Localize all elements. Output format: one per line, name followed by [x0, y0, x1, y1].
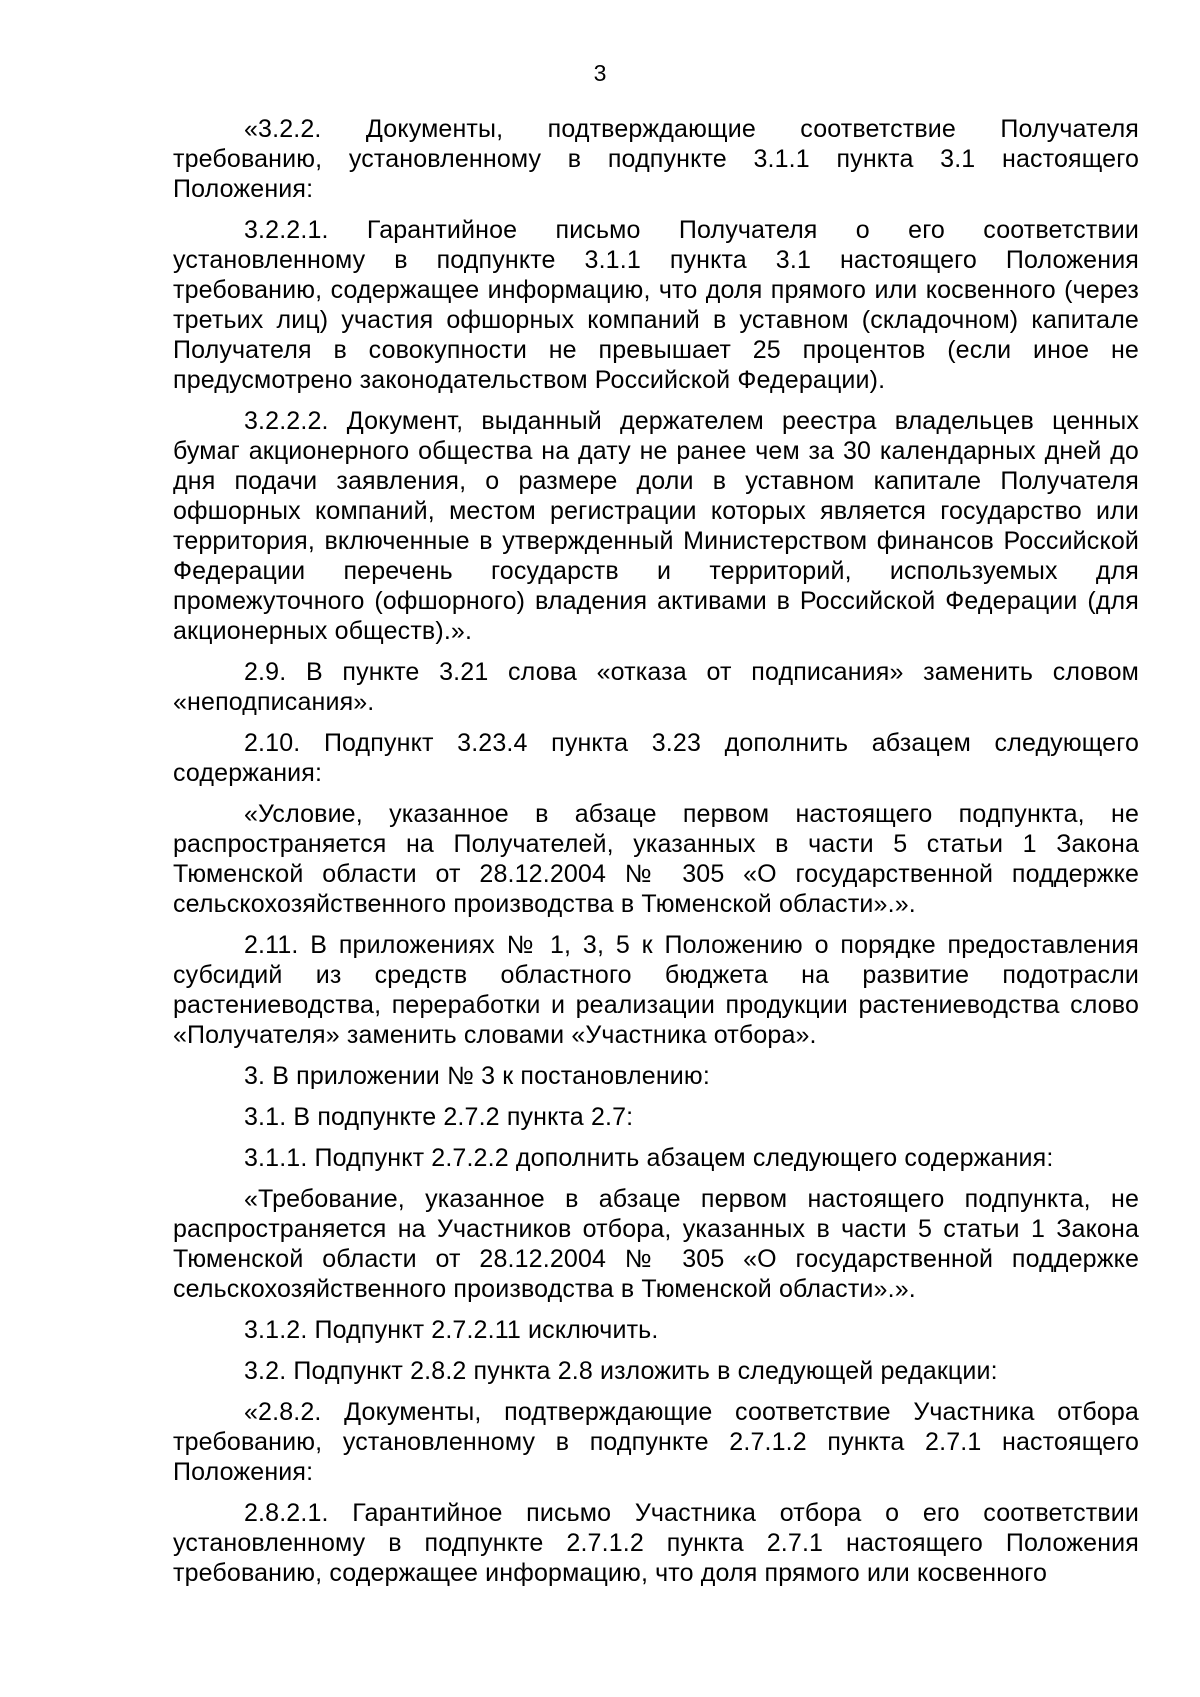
paragraph-2-11: 2.11. В приложениях № 1, 3, 5 к Положению о порядке предоставления субсидий из средств областного бюджета на развитие подотрасли растениеводства, переработки и реализации продукции растениеводства слово «Получателя» заменить словами «Участника отбора». — [173, 931, 1139, 1049]
paragraph-3-1-1: 3.1.1. Подпункт 2.7.2.2 дополнить абзацем следующего содержания: — [244, 1144, 1054, 1172]
paragraph-3-1-2: 3.1.2. Подпункт 2.7.2.11 исключить. — [244, 1316, 659, 1344]
paragraph-3-2-2-2: 3.2.2.2. Документ, выданный держателем реестра владельцев ценных бумаг акционерного общества на дату не ранее чем за 30 календарных дней до дня подачи заявления, о размере доли в уставном капитале Получателя офшорных компаний, местом регистрации которых является государство или территория, включенные в утвержденный Министерством финансов Российской Федерации перечень государств и территорий, используемых для промежуточного (офшорного) владения активами в Российской Федерации (для акционерных обществ).». — [173, 407, 1139, 645]
paragraph-3-2-2: «3.2.2. Документы, подтверждающие соответствие Получателя требованию, установленному в подпункте 3.1.1 пункта 3.1 настоящего Положения: — [173, 115, 1139, 203]
paragraph-2-10: 2.10. Подпункт 3.23.4 пункта 3.23 дополнить абзацем следующего содержания: — [173, 729, 1139, 787]
paragraph-2-9: 2.9. В пункте 3.21 слова «отказа от подписания» заменить словом «неподписания». — [173, 658, 1139, 716]
paragraph-3-1-1-quote: «Требование, указанное в абзаце первом настоящего подпункта, не распространяется на Участников отбора, указанных в части 5 статьи 1 Закона Тюменской области от 28.12.2004 № 305 «О государственной поддержке сельскохозяйственного производства в Тюменской области».». — [173, 1185, 1139, 1303]
paragraph-2-8-2-1: 2.8.2.1. Гарантийное письмо Участника отбора о его соответствии установленному в подпункте 2.7.1.2 пункта 2.7.1 настоящего Положения требованию, содержащее информацию, что доля прямого или косвенного — [173, 1499, 1139, 1587]
paragraph-3-1: 3.1. В подпункте 2.7.2 пункта 2.7: — [244, 1103, 634, 1131]
page-number: 3 — [593, 60, 607, 86]
paragraph-3-2: 3.2. Подпункт 2.8.2 пункта 2.8 изложить в следующей редакции: — [244, 1357, 998, 1385]
document-body — [173, 114, 1139, 1599]
paragraph-2-8-2: «2.8.2. Документы, подтверждающие соответствие Участника отбора требованию, установленному в подпункте 2.7.1.2 пункта 2.7.1 настоящего Положения: — [173, 1398, 1139, 1486]
paragraph-2-10-quote: «Условие, указанное в абзаце первом настоящего подпункта, не распространяется на Получателей, указанных в части 5 статьи 1 Закона Тюменской области от 28.12.2004 № 305 «О государственной поддержке сельскохозяйственного производства в Тюменской области».». — [173, 800, 1139, 918]
paragraph-3-2-2-1: 3.2.2.1. Гарантийное письмо Получателя о его соответствии установленному в подпункте 3.1.1 пункта 3.1 настоящего Положения требованию, содержащее информацию, что доля прямого или косвенного (через третьих лиц) участия офшорных компаний в уставном (складочном) капитале Получателя в совокупности не превышает 25 процентов (если иное не предусмотрено законодательством Российской Федерации). — [173, 216, 1139, 394]
paragraph-3: 3. В приложении № 3 к постановлению: — [244, 1062, 710, 1090]
